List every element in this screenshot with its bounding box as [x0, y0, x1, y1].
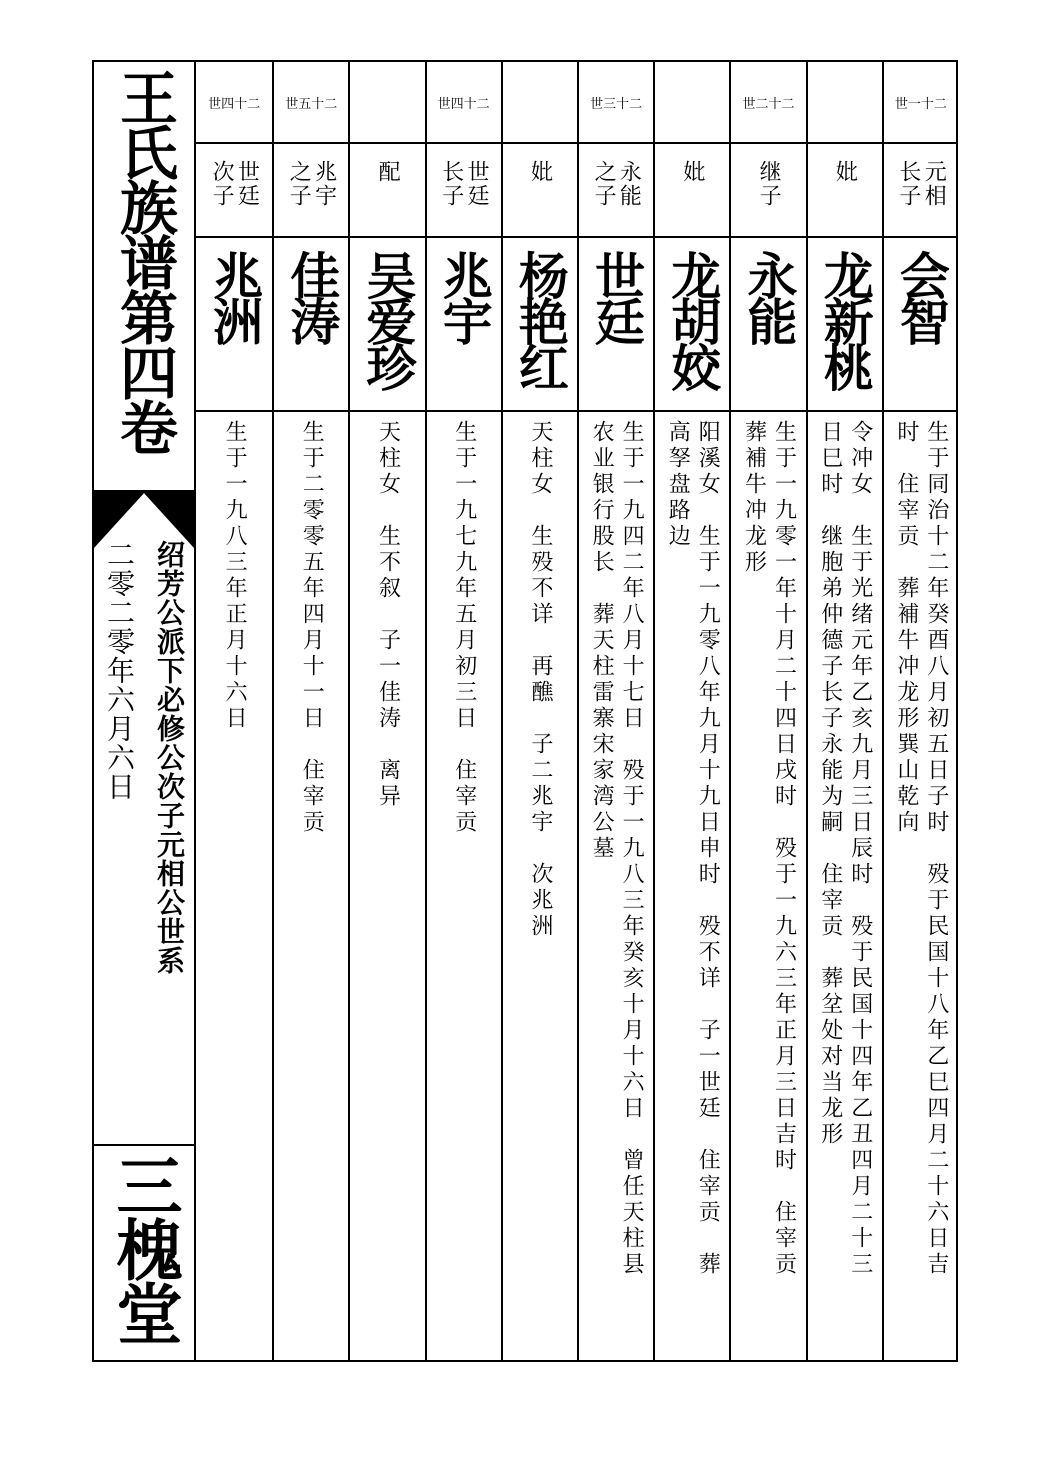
relation-label: 元相 长子: [895, 160, 947, 208]
person-column: [272, 62, 348, 1360]
name-cell: [503, 238, 577, 412]
person-column: [501, 62, 577, 1360]
relation-label: 世廷 次子: [209, 160, 260, 208]
hall-name: 三槐堂: [105, 1152, 183, 1344]
biography-cell: [808, 412, 882, 1360]
person-name: 吴爱珍: [358, 250, 418, 388]
biography-cell: [196, 412, 272, 1360]
biography-cell: [427, 412, 501, 1360]
relation-label: 妣: [832, 160, 858, 184]
compile-date: 二零二零年六月六日: [103, 540, 136, 801]
generation-cell: [274, 62, 348, 144]
generation-cell: [503, 62, 577, 144]
book-title: 王氏族谱第四卷: [110, 68, 178, 453]
relation-cell: [427, 142, 501, 238]
generation-cell: [350, 62, 424, 144]
generation-cell: [196, 62, 272, 144]
relation-cell: [655, 142, 729, 238]
relation-label: 配: [375, 160, 401, 184]
biography-text: 生于一九零一年十月二十四日戌时 殁于一九六三年正月三日吉时 住宰贡 葬補牛冲龙形: [741, 420, 797, 1278]
person-column: [425, 62, 501, 1360]
relation-label: 兆宇 之子: [286, 160, 337, 208]
name-cell: [731, 238, 805, 412]
relation-cell: [808, 142, 882, 238]
generation-cell: [579, 62, 653, 144]
name-cell: [579, 238, 653, 412]
spine: [94, 62, 196, 1360]
person-name: 会智: [891, 250, 951, 342]
person-column: [882, 62, 958, 1360]
relation-label: 妣: [527, 160, 553, 184]
person-name: 兆洲: [205, 250, 265, 342]
relation-cell: [274, 142, 348, 238]
genealogy-columns: [196, 62, 958, 1360]
generation-label: 二十五世: [285, 96, 338, 112]
biography-text: 阳溪女 生于一九零八年九月十九日申时 殁不详 子一世廷 住宰贡 葬 高孥盘路边: [665, 420, 721, 1278]
biography-text: 生于一九四二年八月十七日 殁于一九八三年癸亥十月十六日 曾任天柱县 农业银行股长 葬天柱雷寨宋家湾公墓: [589, 420, 645, 1278]
relation-cell: [579, 142, 653, 238]
name-cell: [808, 238, 882, 412]
relation-cell: [884, 142, 958, 238]
biography-text: 生于同治十二年癸酉八月初五日子时 殁于民国十八年乙巳四月二十六日吉 时 住宰贡 葬補牛冲龙形巽山乾向: [893, 420, 949, 1278]
generation-label: 二十一世: [894, 96, 947, 112]
relation-cell: [731, 142, 805, 238]
generation-label: 二十四世: [208, 96, 261, 112]
relation-cell: [196, 142, 272, 238]
relation-label: 继子: [756, 160, 782, 208]
generation-cell: [884, 62, 958, 144]
generation-cell: [731, 62, 805, 144]
person-name: 兆宇: [434, 250, 494, 342]
biography-cell: [884, 412, 958, 1360]
relation-label: 永能 之子: [591, 160, 642, 208]
generation-label: 二十三世: [590, 96, 643, 112]
generation-cell: [655, 62, 729, 144]
generation-label: 二十四世: [437, 96, 490, 112]
person-name: 杨艳红: [510, 250, 570, 388]
biography-text: 天柱女 生不叙 子一佳涛 离异: [375, 420, 401, 810]
relation-label: 世廷 长子: [438, 160, 489, 208]
biography-cell: [731, 412, 805, 1360]
person-name: 佳涛: [282, 250, 342, 342]
biography-text: 生于一九八三年正月十六日: [222, 420, 248, 732]
relation-cell: [350, 142, 424, 238]
name-cell: [350, 238, 424, 412]
person-column: [348, 62, 424, 1360]
name-cell: [884, 238, 958, 412]
relation-cell: [503, 142, 577, 238]
person-column: [806, 62, 882, 1360]
biography-text: 令冲女 生于光绪元年乙亥九月三日辰时 殁于民国十四年乙丑四月二十三 日巳时 继胞弟仲德子长子永能为嗣 住宰贡 葬坌处对当龙形: [817, 420, 873, 1278]
generation-cell: [808, 62, 882, 144]
person-column: [196, 62, 272, 1360]
biography-cell: [655, 412, 729, 1360]
name-cell: [274, 238, 348, 412]
genealogy-page-frame: [92, 60, 958, 1362]
person-name: 世廷: [587, 250, 647, 342]
person-column: [729, 62, 805, 1360]
biography-cell: [503, 412, 577, 1360]
name-cell: [196, 238, 272, 412]
name-cell: [655, 238, 729, 412]
person-name: 永能: [739, 250, 799, 342]
person-column: [577, 62, 653, 1360]
spine-divider: [94, 1144, 194, 1146]
biography-cell: [579, 412, 653, 1360]
biography-cell: [350, 412, 424, 1360]
biography-text: 天柱女 生殁不详 再醮 子二兆宇 次兆洲: [527, 420, 553, 940]
person-name: 龙新桃: [815, 250, 875, 388]
generation-label: 二十二世: [742, 96, 795, 112]
biography-text: 生于一九七九年五月初三日 住宰贡: [451, 420, 477, 836]
branch-line: 绍芳公派下必修公次子元相公世系: [153, 540, 186, 975]
spine-divider: [94, 490, 194, 492]
generation-cell: [427, 62, 501, 144]
person-column: [653, 62, 729, 1360]
biography-cell: [274, 412, 348, 1360]
relation-label: 妣: [679, 160, 705, 184]
name-cell: [427, 238, 501, 412]
biography-text: 生于二零零五年四月十一日 住宰贡: [299, 420, 325, 836]
person-name: 龙胡姣: [663, 250, 723, 388]
